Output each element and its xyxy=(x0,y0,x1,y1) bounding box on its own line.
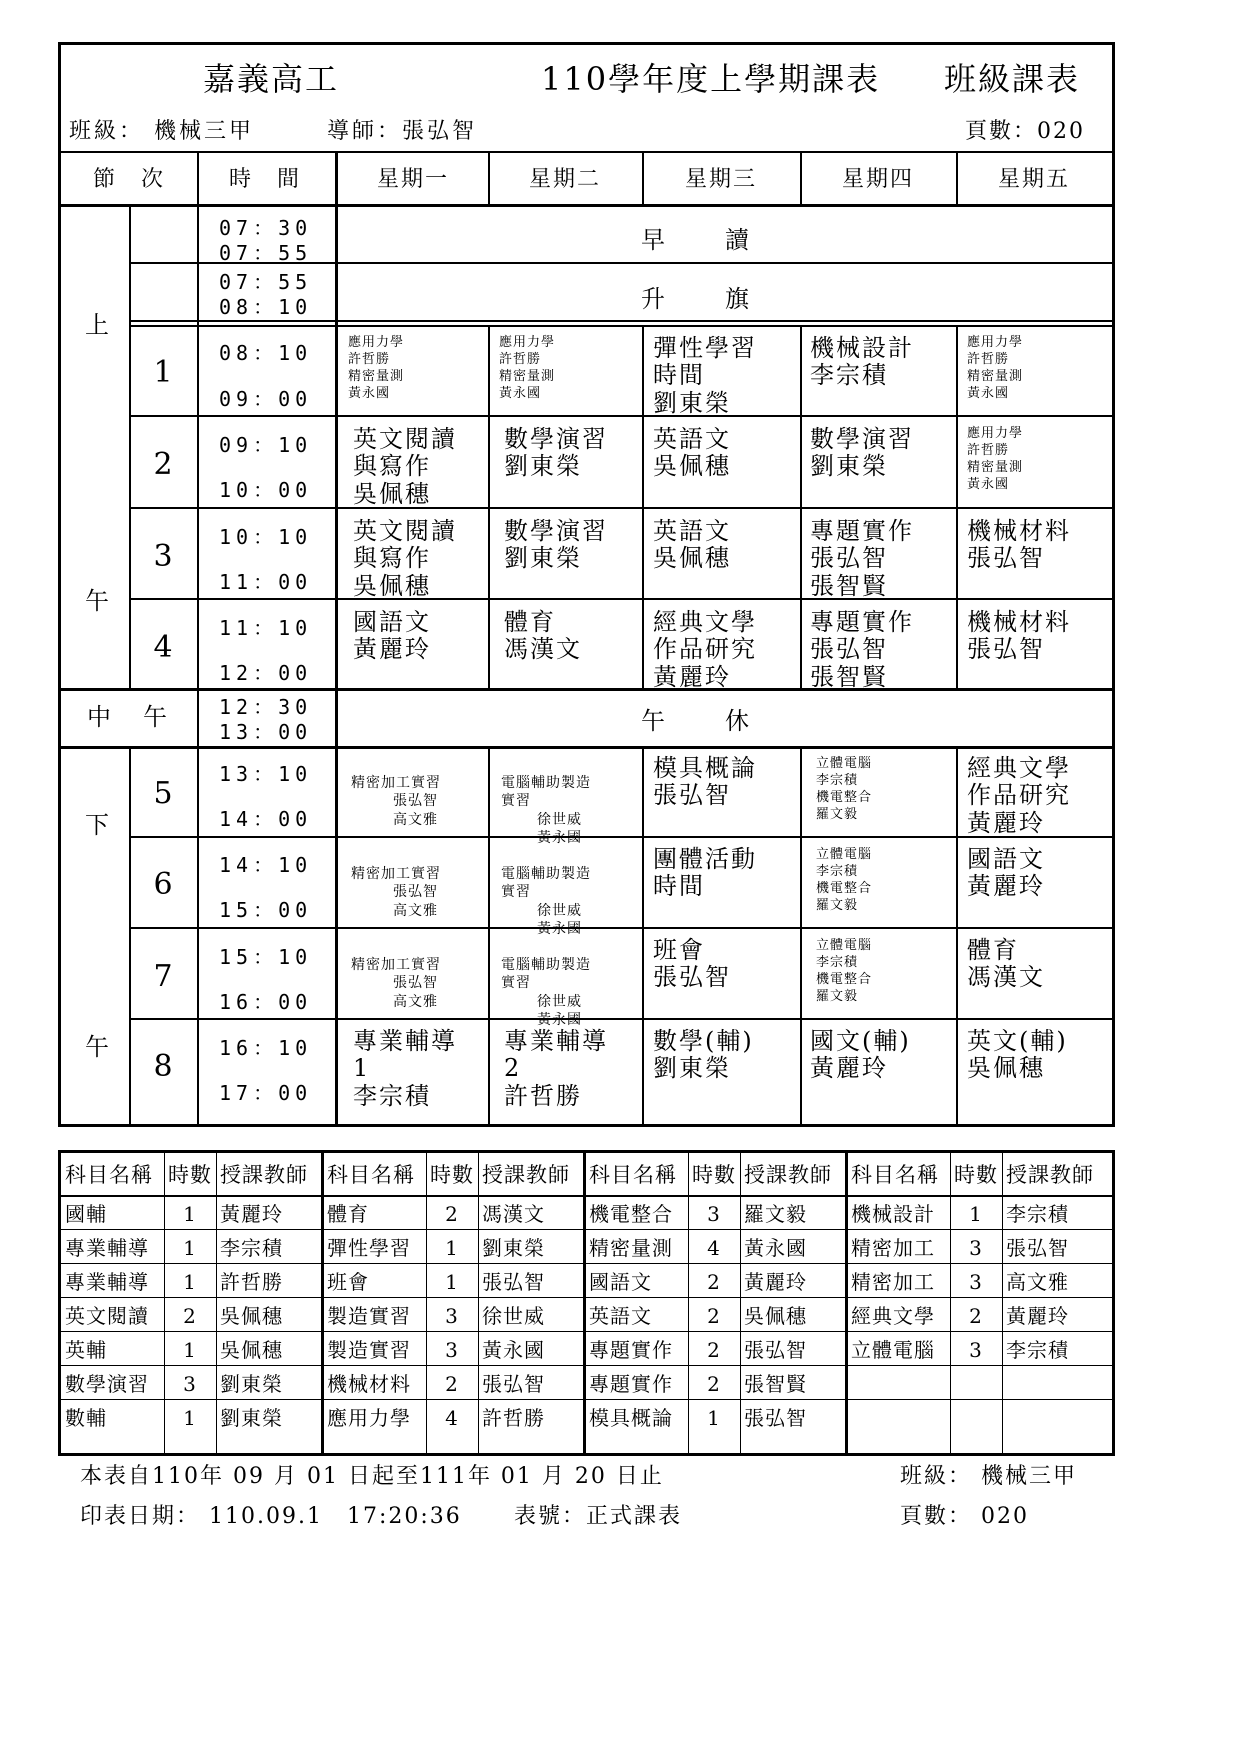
period-start-time: 10：10 xyxy=(219,525,313,549)
summary-cell: 專業輔導 xyxy=(65,1236,149,1260)
rule xyxy=(800,746,802,1124)
summary-header: 時數 xyxy=(692,1163,736,1187)
class-cell: 經典文學 作品研究 黃麗玲 xyxy=(967,754,1071,837)
class-cell: 數學(輔) 劉東榮 xyxy=(653,1027,754,1083)
rule xyxy=(61,204,1112,207)
class-cell: 數學演習 劉東榮 xyxy=(504,517,608,573)
summary-cell: 2 xyxy=(707,1372,721,1396)
summary-header: 授課教師 xyxy=(744,1163,832,1187)
period-end-time: 16：00 xyxy=(219,990,313,1014)
summary-cell: 機械設計 xyxy=(851,1202,935,1226)
rule xyxy=(129,746,131,1124)
class-cell: 應用力學 許哲勝 精密量測 黃永國 xyxy=(967,335,1024,401)
rule xyxy=(129,927,1112,929)
side-morning-bottom: 午 xyxy=(85,587,109,615)
footer-class: 班級： 機械三甲 xyxy=(900,1464,1077,1489)
summary-cell: 1 xyxy=(183,1270,197,1294)
period-start-time: 16：10 xyxy=(219,1036,313,1060)
header-period: 節 次 xyxy=(92,167,165,192)
summary-cell: 2 xyxy=(445,1202,459,1226)
rule xyxy=(61,746,1112,749)
rule xyxy=(61,1365,1112,1366)
class-cell: 英語文 吳佩穗 xyxy=(653,517,731,573)
class-cell: 彈性學習 時間 劉東榮 xyxy=(653,334,757,417)
rule xyxy=(642,151,644,204)
rule xyxy=(321,1153,324,1453)
summary-cell: 體育 xyxy=(327,1202,369,1226)
period-number: 6 xyxy=(153,867,173,902)
rule xyxy=(956,746,958,1124)
summary-cell: 3 xyxy=(183,1372,197,1396)
rule xyxy=(956,151,958,204)
summary-header: 科目名稱 xyxy=(65,1163,153,1187)
summary-cell: 黃永國 xyxy=(482,1338,545,1362)
summary-cell: 精密加工 xyxy=(851,1236,935,1260)
header-monday: 星期一 xyxy=(376,167,449,192)
header-time: 時 間 xyxy=(228,167,301,192)
summary-cell: 數輔 xyxy=(65,1406,107,1430)
rule xyxy=(740,1153,741,1453)
period-start-time: 15：10 xyxy=(219,945,313,969)
class-cell: 應用力學 許哲勝 精密量測 黃永國 xyxy=(967,426,1024,492)
summary-cell: 英語文 xyxy=(589,1304,652,1328)
summary-cell: 吳佩穗 xyxy=(220,1338,283,1362)
class-cell: 立體電腦 李宗積 機電整合 羅文毅 xyxy=(816,756,873,822)
summary-cell: 張弘智 xyxy=(482,1270,545,1294)
class-cell: 機械材料 張弘智 xyxy=(967,517,1071,573)
summary-cell: 4 xyxy=(445,1406,459,1430)
summary-cell: 專業輔導 xyxy=(65,1270,149,1294)
special-start-time: 12：30 xyxy=(219,695,313,719)
rule xyxy=(216,1153,217,1453)
summary-cell: 3 xyxy=(445,1304,459,1328)
summary-cell: 國語文 xyxy=(589,1270,652,1294)
page-label: 頁數：020 xyxy=(965,119,1085,144)
summary-cell: 製造實習 xyxy=(327,1304,411,1328)
period-number: 4 xyxy=(153,630,173,665)
flag-raising: 升旗 xyxy=(641,285,809,313)
class-cell: 英文閱讀 與寫作 吳佩穗 xyxy=(353,425,457,508)
summary-cell: 國輔 xyxy=(65,1202,107,1226)
rule xyxy=(642,746,644,1124)
summary-header: 授課教師 xyxy=(1006,1163,1094,1187)
class-cell: 機械材料 張弘智 xyxy=(967,608,1071,664)
summary-cell: 班會 xyxy=(327,1270,369,1294)
summary-cell: 1 xyxy=(183,1406,197,1430)
timetable xyxy=(58,42,1115,1127)
summary-cell: 模具概論 xyxy=(589,1406,673,1430)
summary-cell: 李宗積 xyxy=(220,1236,283,1260)
class-cell: 英文閱讀 與寫作 吳佩穗 xyxy=(353,517,457,600)
summary-cell: 徐世威 xyxy=(482,1304,545,1328)
class-cell: 應用力學 許哲勝 精密量測 黃永國 xyxy=(348,335,405,401)
special-end-time: 08：10 xyxy=(219,295,313,319)
summary-cell: 李宗積 xyxy=(1006,1202,1069,1226)
period-start-time: 11：10 xyxy=(219,616,313,640)
class-cell: 專業輔導 2 許哲勝 xyxy=(504,1027,608,1110)
rule xyxy=(197,151,199,1124)
summary-cell: 2 xyxy=(707,1304,721,1328)
summary-cell: 精密量測 xyxy=(589,1236,673,1260)
summary-cell: 張弘智 xyxy=(744,1406,807,1430)
special-end-time: 13：00 xyxy=(219,720,313,744)
summary-cell: 黃麗玲 xyxy=(220,1202,283,1226)
class-cell: 國文(輔) 黃麗玲 xyxy=(810,1027,911,1083)
period-number: 1 xyxy=(153,355,173,390)
rule xyxy=(129,415,1112,417)
summary-header: 科目名稱 xyxy=(327,1163,415,1187)
rule xyxy=(61,151,1112,153)
summary-cell: 1 xyxy=(183,1236,197,1260)
summary-cell: 吳佩穗 xyxy=(220,1304,283,1328)
period-start-time: 14：10 xyxy=(219,853,313,877)
rule xyxy=(61,1229,1112,1230)
rule xyxy=(950,1153,951,1453)
summary-cell: 機電整合 xyxy=(589,1202,673,1226)
rule xyxy=(488,325,490,688)
special-start-time: 07：55 xyxy=(219,270,313,294)
summary-cell: 機械材料 xyxy=(327,1372,411,1396)
summary-cell: 立體電腦 xyxy=(851,1338,935,1362)
period-start-time: 08：10 xyxy=(219,341,313,365)
period-start-time: 13：10 xyxy=(219,762,313,786)
period-end-time: 09：00 xyxy=(219,387,313,411)
summary-header: 時數 xyxy=(168,1163,212,1187)
summary-cell: 羅文毅 xyxy=(744,1202,807,1226)
class-cell: 電腦輔助製造 實習 徐世威 黃永國 xyxy=(501,866,591,937)
rule xyxy=(956,325,958,688)
class-cell: 國語文 黃麗玲 xyxy=(967,845,1045,901)
rule xyxy=(129,507,1112,509)
header-thursday: 星期四 xyxy=(841,167,914,192)
summary-cell: 專題實作 xyxy=(589,1372,673,1396)
summary-cell: 英輔 xyxy=(65,1338,107,1362)
class-cell: 立體電腦 李宗積 機電整合 羅文毅 xyxy=(816,847,873,913)
summary-header: 科目名稱 xyxy=(851,1163,939,1187)
tutor-label: 導師：張弘智 xyxy=(327,119,478,144)
summary-header: 時數 xyxy=(954,1163,998,1187)
summary-header: 授課教師 xyxy=(220,1163,308,1187)
side-afternoon-bottom: 午 xyxy=(85,1033,109,1061)
summary-cell: 3 xyxy=(969,1236,983,1260)
summary-cell: 高文雅 xyxy=(1006,1270,1069,1294)
period-end-time: 11：00 xyxy=(219,570,313,594)
class-cell: 機械設計 李宗積 xyxy=(810,334,914,390)
summary-cell: 黃永國 xyxy=(744,1236,807,1260)
summary-header: 授課教師 xyxy=(482,1163,570,1187)
summary-cell: 應用力學 xyxy=(327,1406,411,1430)
class-cell: 團體活動 時間 xyxy=(653,845,757,901)
class-cell: 電腦輔助製造 實習 徐世威 黃永國 xyxy=(501,775,591,846)
summary-cell: 2 xyxy=(969,1304,983,1328)
class-cell: 應用力學 許哲勝 精密量測 黃永國 xyxy=(499,335,556,401)
rule xyxy=(61,1297,1112,1298)
rule xyxy=(488,746,490,1124)
period-number: 3 xyxy=(153,539,173,574)
summary-cell: 2 xyxy=(445,1372,459,1396)
summary-cell: 劉東榮 xyxy=(482,1236,545,1260)
summary-cell: 3 xyxy=(969,1270,983,1294)
footer-page: 頁數： 020 xyxy=(900,1504,1029,1529)
class-cell: 英語文 吳佩穗 xyxy=(653,425,731,481)
morning-reading: 早讀 xyxy=(641,226,809,254)
rule xyxy=(129,598,1112,600)
print-date: 印表日期： 110.09.1 17:20:36 xyxy=(80,1504,462,1529)
summary-cell: 黃麗玲 xyxy=(744,1270,807,1294)
class-cell: 體育 馮漢文 xyxy=(504,608,582,664)
class-cell: 經典文學 作品研究 黃麗玲 xyxy=(653,608,757,691)
class-cell: 精密加工實習 張弘智 高文雅 xyxy=(351,775,441,828)
table-number: 表號：正式課表 xyxy=(514,1504,683,1529)
rule xyxy=(129,320,1112,322)
special-start-time: 07：30 xyxy=(219,216,313,240)
rule xyxy=(129,262,1112,264)
summary-cell: 2 xyxy=(183,1304,197,1328)
summary-cell: 黃麗玲 xyxy=(1006,1304,1069,1328)
summary-cell: 3 xyxy=(445,1338,459,1362)
class-cell: 班會 張弘智 xyxy=(653,936,731,992)
summary-cell: 彈性學習 xyxy=(327,1236,411,1260)
header-friday: 星期五 xyxy=(997,167,1070,192)
summary-cell: 數學演習 xyxy=(65,1372,149,1396)
rule xyxy=(845,1153,848,1453)
period-end-time: 10：00 xyxy=(219,478,313,502)
header-wednesday: 星期三 xyxy=(684,167,757,192)
side-afternoon-top: 下 xyxy=(85,811,109,839)
summary-cell: 製造實習 xyxy=(327,1338,411,1362)
summary-cell: 1 xyxy=(445,1236,459,1260)
class-cell: 專題實作 張弘智 張智賢 xyxy=(810,517,914,600)
summary-cell: 2 xyxy=(707,1338,721,1362)
rule xyxy=(583,1153,586,1453)
summary-cell: 3 xyxy=(969,1338,983,1362)
school-name: 嘉義高工 xyxy=(203,60,340,98)
rule xyxy=(61,688,1112,691)
rule xyxy=(800,151,802,204)
side-morning-top: 上 xyxy=(85,311,109,339)
summary-cell: 許哲勝 xyxy=(482,1406,545,1430)
summary-cell: 經典文學 xyxy=(851,1304,935,1328)
summary-cell: 4 xyxy=(707,1236,721,1260)
summary-cell: 1 xyxy=(183,1338,197,1362)
rule xyxy=(488,151,490,204)
summary-cell: 3 xyxy=(707,1202,721,1226)
summary-cell: 劉東榮 xyxy=(220,1406,283,1430)
summary-cell: 李宗積 xyxy=(1006,1338,1069,1362)
class-cell: 英文(輔) 吳佩穗 xyxy=(967,1027,1068,1083)
rule xyxy=(129,1018,1112,1020)
summary-cell: 精密加工 xyxy=(851,1270,935,1294)
summary-cell: 張弘智 xyxy=(744,1338,807,1362)
rule xyxy=(800,325,802,688)
period-number: 7 xyxy=(153,959,173,994)
class-cell: 精密加工實習 張弘智 高文雅 xyxy=(351,957,441,1010)
summary-cell: 張智賢 xyxy=(744,1372,807,1396)
rule xyxy=(129,325,1112,327)
rule xyxy=(478,1153,479,1453)
rule xyxy=(129,836,1112,838)
class-cell: 國語文 黃麗玲 xyxy=(353,608,431,664)
class-cell: 數學演習 劉東榮 xyxy=(504,425,608,481)
period-end-time: 12：00 xyxy=(219,661,313,685)
header-tuesday: 星期二 xyxy=(528,167,601,192)
period-number: 5 xyxy=(153,776,173,811)
class-cell: 立體電腦 李宗積 機電整合 羅文毅 xyxy=(816,938,873,1004)
summary-cell: 馮漢文 xyxy=(482,1202,545,1226)
class-cell: 體育 馮漢文 xyxy=(967,936,1045,992)
summary-header: 時數 xyxy=(430,1163,474,1187)
rule xyxy=(61,1195,1112,1197)
class-cell: 模具概論 張弘智 xyxy=(653,754,757,810)
period-start-time: 09：10 xyxy=(219,433,313,457)
period-number: 2 xyxy=(153,447,173,482)
class-cell: 電腦輔助製造 實習 徐世威 黃永國 xyxy=(501,957,591,1028)
rule xyxy=(642,325,644,688)
rule xyxy=(335,151,338,1124)
special-end-time: 07：55 xyxy=(219,241,313,265)
summary-cell: 英文閱讀 xyxy=(65,1304,149,1328)
period-end-time: 15：00 xyxy=(219,898,313,922)
period-number: 8 xyxy=(153,1049,173,1084)
summary-cell: 1 xyxy=(707,1406,721,1430)
rule xyxy=(1002,1153,1003,1453)
summary-cell: 專題實作 xyxy=(589,1338,673,1362)
subject-summary-table xyxy=(58,1150,1115,1456)
rule xyxy=(61,1263,1112,1264)
summary-cell: 1 xyxy=(969,1202,983,1226)
class-cell: 精密加工實習 張弘智 高文雅 xyxy=(351,866,441,919)
side-noon: 中 午 xyxy=(87,703,171,731)
summary-cell: 1 xyxy=(445,1270,459,1294)
class-cell: 數學演習 劉東榮 xyxy=(810,425,914,481)
summary-header: 科目名稱 xyxy=(589,1163,677,1187)
class-label: 班級： 機械三甲 xyxy=(69,119,254,144)
rule xyxy=(129,204,131,688)
table-type: 班級課表 xyxy=(944,60,1081,98)
class-cell: 專題實作 張弘智 張智賢 xyxy=(810,608,914,691)
summary-cell: 吳佩穗 xyxy=(744,1304,807,1328)
period-end-time: 14：00 xyxy=(219,807,313,831)
summary-cell: 劉東榮 xyxy=(220,1372,283,1396)
term-title: 110學年度上學期課表 xyxy=(541,60,881,98)
noon-rest: 午休 xyxy=(641,707,809,735)
period-end-time: 17：00 xyxy=(219,1081,313,1105)
summary-cell: 張弘智 xyxy=(1006,1236,1069,1260)
summary-cell: 1 xyxy=(183,1202,197,1226)
class-cell: 專業輔導 1 李宗積 xyxy=(353,1027,457,1110)
summary-cell: 許哲勝 xyxy=(220,1270,283,1294)
rule xyxy=(61,1399,1112,1400)
rule xyxy=(61,1331,1112,1332)
summary-cell: 張弘智 xyxy=(482,1372,545,1396)
effective-period: 本表自110年 09 月 01 日起至111年 01 月 20 日止 xyxy=(80,1464,664,1489)
summary-cell: 2 xyxy=(707,1270,721,1294)
